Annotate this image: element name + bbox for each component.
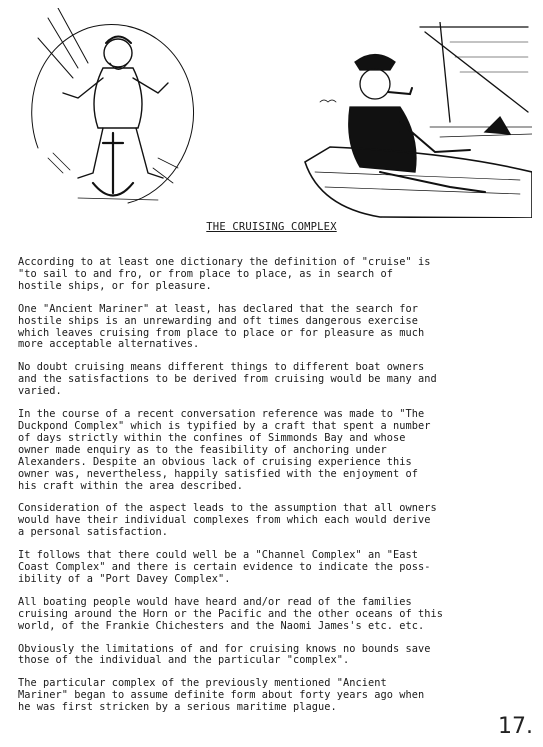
yachtsman-illustration bbox=[300, 22, 532, 218]
paragraph: No doubt cruising means different things to different boat owners and the satisfactions to be derived from cruising would be many and varied. bbox=[18, 361, 437, 398]
paragraph: Consideration of the aspect leads to the assumption that all owners would have their individual complexes from which each would derive a personal satisfaction. bbox=[18, 502, 437, 539]
article-title-text: THE CRUISING COMPLEX bbox=[206, 221, 337, 233]
paragraph: Obviously the limitations of and for cruising knows no bounds save those of the individual and the particular "complex". bbox=[18, 642, 431, 667]
paragraph: The particular complex of the previously mentioned "Ancient Mariner" began to assume definite form about forty years ago when he was first stricken by a serious maritime plague. bbox=[18, 677, 425, 714]
paragraph: All boating people would have heard and/or read of the families cruising around the Horn or the Pacific and the other oceans of this world, of the Frankie Chichesters and the Naomi James's etc. etc. bbox=[18, 595, 443, 632]
article-body bbox=[18, 257, 530, 725]
paragraph: One "Ancient Mariner" at least, has declared that the search for hostile ships is an unrewarding and oft times dangerous exercise which leaves cruising from place to place or for pleasure as much more acceptable alternatives. bbox=[18, 302, 425, 351]
paragraph: It follows that there could well be a "Channel Complex" an "East Coast Complex" and there is certain evidence to indicate the poss- ibility of a "Port Davey Complex". bbox=[18, 549, 431, 585]
paragraph: According to at least one dictionary the definition of "cruise" is "to sail to and fro, or from place to place, as in search of hostile ships, or for pleasure. bbox=[18, 256, 431, 292]
page-number: 17. bbox=[498, 714, 533, 739]
paragraph: In the course of a recent conversation reference was made to "The Duckpond Complex" which is typified by a craft that spent a number of days strictly within the confines of Simmonds Bay and whose owner made enquiry as to the feasibility of anchoring under Alexanders. Despite an obvious lack of cruising experience this owner was, nevertheless, happily satisfied with the enjoyment of his craft within the area described. bbox=[18, 408, 431, 492]
article-title bbox=[0, 221, 543, 233]
old-sailor-illustration bbox=[18, 8, 203, 218]
